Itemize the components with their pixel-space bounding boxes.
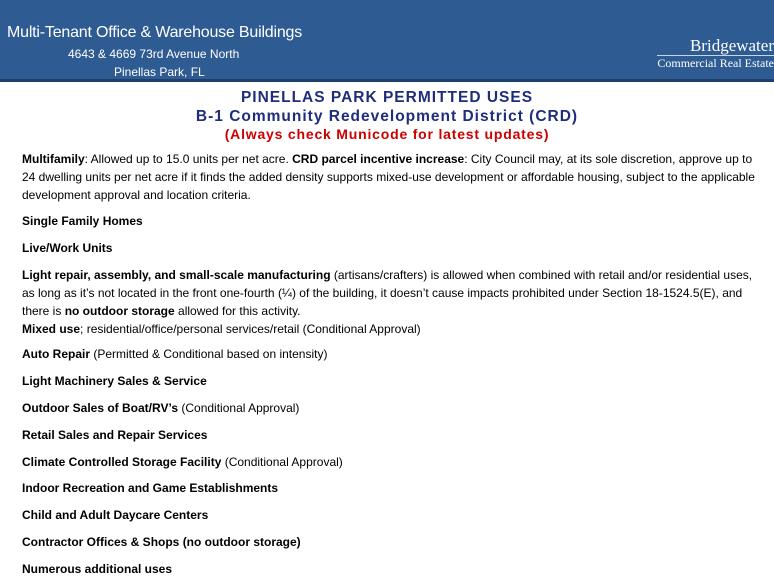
use-label: Auto Repair [22, 347, 91, 361]
use-label: Contractor Offices & Shops (no outdoor storage) [22, 535, 301, 549]
header-banner [0, 0, 774, 82]
use-item [22, 479, 278, 497]
use-item [22, 506, 208, 524]
company-name: Bridgewater [689, 36, 774, 55]
no-outdoor-storage: no outdoor storage [64, 304, 175, 318]
logo-divider [657, 55, 774, 56]
use-item [22, 533, 301, 551]
use-label: Mixed use [22, 322, 81, 336]
incentive-label: CRD parcel incentive increase [292, 152, 465, 166]
use-item [22, 399, 299, 417]
use-item [22, 426, 207, 444]
use-label: Climate Controlled Storage Facility [22, 455, 222, 469]
multifamily-label: Multifamily [22, 152, 85, 166]
incentive-text: : City Council may, at its sole discretion, approve up to 24 dwelling units per net acre if it finds the added density supports mixed-use development or affordable housing, subject to the applicable development approval and location criteria. [22, 152, 755, 202]
light-repair-text-end: allowed for this activity. [174, 304, 301, 318]
light-repair-text: (artisans/crafters) is allowed when combined with retail and/or residential uses, as long as it’s not located in the front one-fourth (¼) of the building, it doesn’t cause impacts prohibited under Section 18-1524.5(E), and there is [22, 268, 753, 318]
use-note: (Conditional Approval) [178, 401, 300, 415]
use-label: Numerous additional uses [22, 562, 173, 576]
use-label: Live/Work Units [22, 241, 113, 255]
use-note: ; residential/office/personal services/retail (Conditional Approval) [80, 322, 421, 336]
page-title: PINELLAS PARK PERMITTED USES [240, 89, 534, 106]
multifamily-paragraph [22, 150, 762, 204]
company-tagline: Commercial Real Estate [657, 56, 774, 70]
use-item [22, 212, 143, 230]
use-label: Outdoor Sales of Boat/RV’s [22, 401, 179, 415]
use-label: Child and Adult Daycare Centers [22, 508, 209, 522]
multifamily-text: : Allowed up to 15.0 units per net acre. [84, 152, 293, 166]
municode-notice: (Always check Municode for latest updates) [224, 126, 550, 142]
use-note: (Permitted & Conditional based on intensity) [90, 347, 328, 361]
use-item [22, 239, 112, 257]
district-title: B-1 Community Redevelopment District (CRD) [195, 108, 579, 125]
light-repair-label: Light repair, assembly, and small-scale manufacturing [22, 268, 331, 282]
use-item [22, 372, 207, 390]
property-title: Multi-Tenant Office & Warehouse Buildings [7, 24, 303, 41]
use-item [22, 320, 421, 338]
use-note: (Conditional Approval) [221, 455, 343, 469]
use-label: Indoor Recreation and Game Establishments [22, 481, 279, 495]
use-label: Retail Sales and Repair Services [22, 428, 208, 442]
light-repair-paragraph [22, 266, 762, 320]
company-logo [657, 36, 774, 70]
address-line-2: Pinellas Park, FL [114, 65, 205, 79]
address-line-1: 4643 & 4669 73rd Avenue North [68, 47, 240, 61]
document-heading [0, 88, 774, 143]
use-item [22, 560, 172, 578]
use-label: Light Machinery Sales & Service [22, 374, 207, 388]
use-item [22, 345, 327, 363]
use-label: Single Family Homes [22, 214, 143, 228]
use-item [22, 453, 343, 471]
